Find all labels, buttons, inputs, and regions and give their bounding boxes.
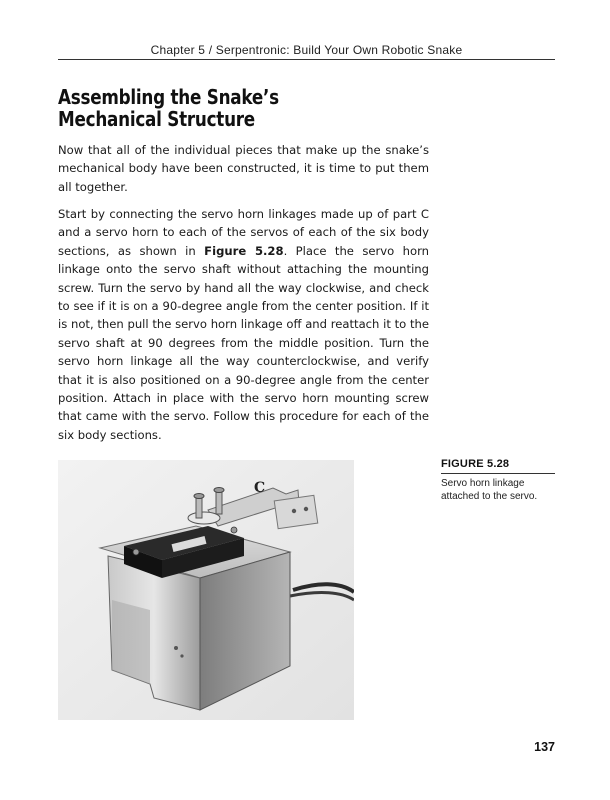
servo-assembly-illustration	[58, 460, 354, 720]
figure-label-rule	[441, 473, 555, 474]
linkage-tab	[274, 495, 318, 528]
section-title-line-2: Mechanical Structure	[58, 107, 255, 131]
part-c-label: C	[254, 480, 266, 496]
figure-photo	[58, 460, 354, 720]
mount-screw	[231, 527, 237, 533]
section-title-line-1: Assembling the Snake’s	[58, 85, 279, 109]
nut-right	[214, 488, 224, 493]
header-rule	[58, 59, 555, 60]
mount-screw	[133, 549, 139, 555]
figure-caption: Servo horn linkage attached to the servo.	[441, 478, 538, 502]
paragraph-2-text-start: Start by connecting the servo horn linkages made up of part C and a servo horn to each of the servos of each of the six body sections, as shown in	[58, 207, 429, 258]
paragraph-2-text-end: . Place the servo horn linkage onto the servo shaft without attaching the mounting screw. Turn the servo by hand all the way clockwise, and check to see if it is on a 90-degree angle from the center position. If it is not, then pull the servo horn linkage off and reattach it to the servo shaft at 90 degrees from the middle position. Turn the servo horn linkage all the way counterclockwise, and verify that it is also positioned on a 90-degree angle from the center position. Attach in place with the servo horn mounting screw that came with the servo. Follow this procedure for each of the six body sections.	[58, 243, 430, 442]
section-title	[58, 86, 279, 130]
standoff-left	[196, 496, 202, 518]
standoff-right	[216, 490, 222, 514]
body-paragraph-2	[58, 205, 429, 444]
nut-left	[194, 494, 204, 499]
servo-horn	[188, 512, 220, 524]
figure-reference: Figure 5.28	[204, 243, 284, 258]
body-paragraph-1: Now that all of the individual pieces that make up the snake’s mechanical body have been constructed, it is time to put them all together.	[58, 143, 429, 194]
running-head: Chapter 5 / Serpentronic: Build Your Own Robotic Snake	[150, 43, 463, 57]
page-number: 137	[534, 740, 555, 754]
figure-label: FIGURE 5.28	[441, 458, 510, 470]
